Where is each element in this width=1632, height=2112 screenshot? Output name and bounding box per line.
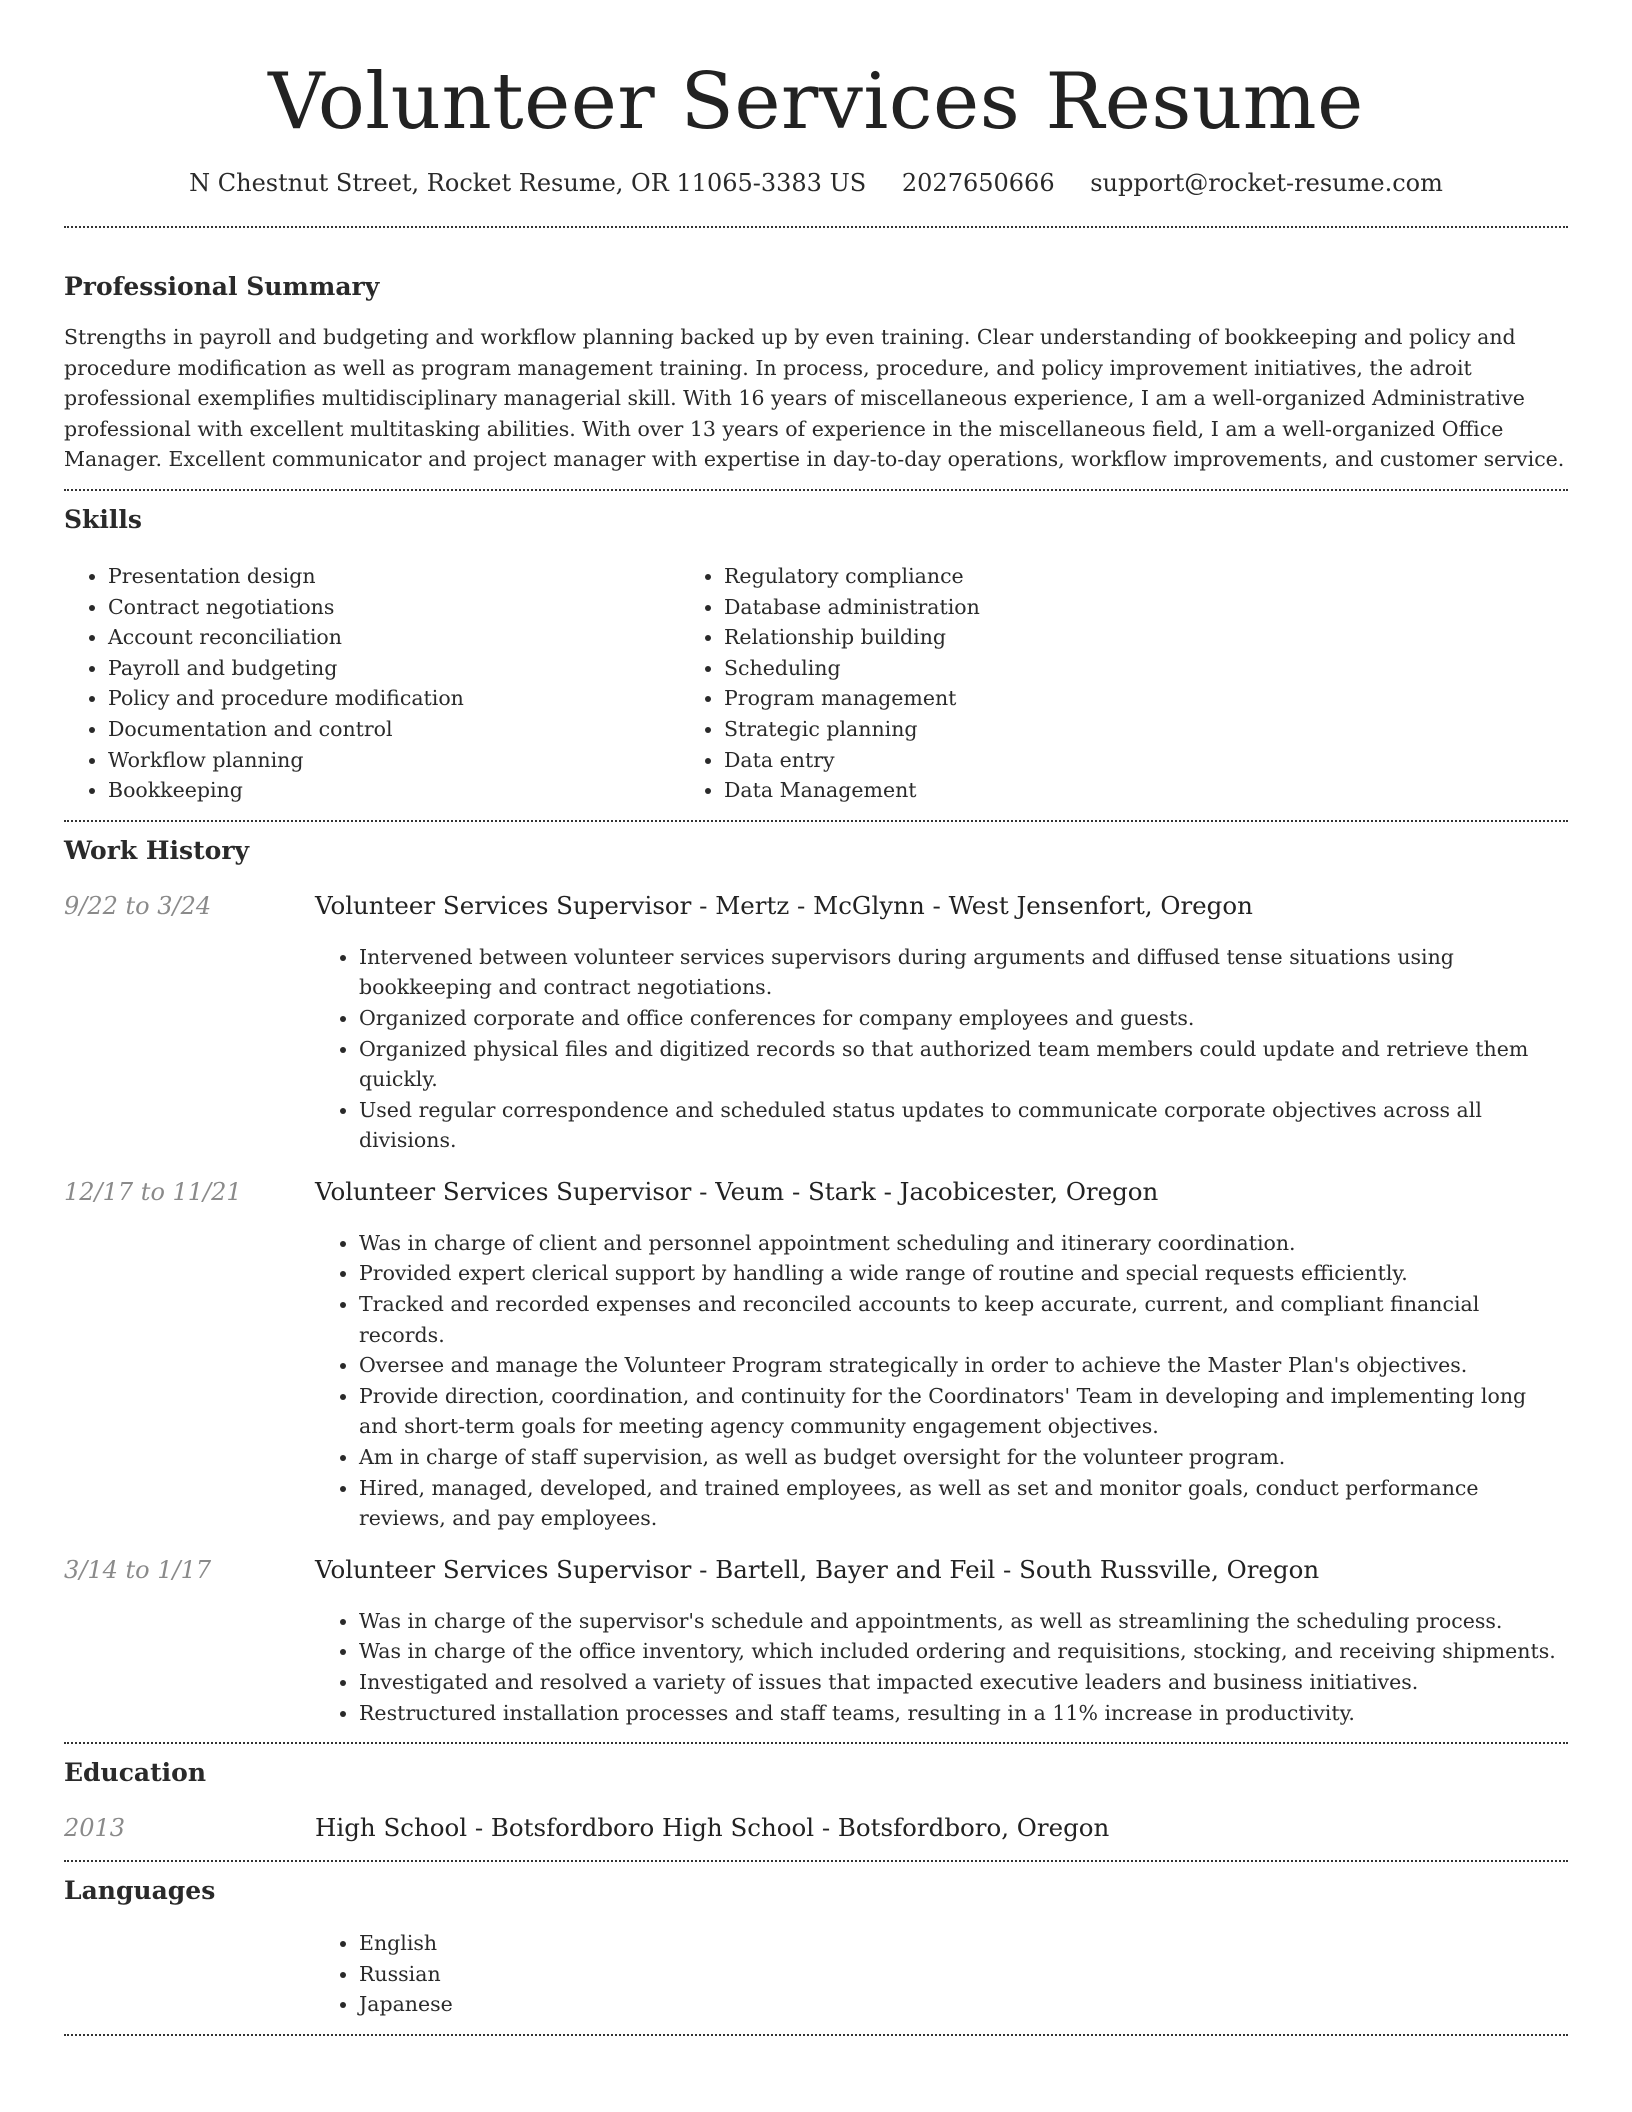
education-degree: High School bbox=[315, 1813, 468, 1843]
job-dates: 12/17 to 11/21 bbox=[64, 1177, 242, 1206]
job-bullet: • Investigated and resolved a variety of issues that impacted executive leaders and business initiatives. bbox=[359, 1667, 1568, 1698]
language-item: • Japanese bbox=[359, 1989, 1568, 2020]
education-title bbox=[315, 1810, 1109, 1846]
job-bullet: • Was in charge of the supervisor's schedule and appointments, as well as streamlining the scheduling process. bbox=[359, 1606, 1568, 1637]
job-bullet: • Hired, managed, developed, and trained employees, as well as set and monitor goals, conduct performance reviews, and pay employees. bbox=[359, 1473, 1568, 1534]
work-heading: Work History bbox=[64, 835, 250, 865]
language-item: • English bbox=[359, 1928, 1568, 1959]
skill-item: • Regulatory compliance bbox=[724, 561, 1284, 592]
job-body bbox=[315, 1552, 1568, 1742]
skills-section bbox=[64, 491, 1568, 806]
job-details: - Bartell, Bayer and Feil - South Russville, Oregon bbox=[691, 1554, 1320, 1584]
skill-item: • Workflow planning bbox=[108, 745, 680, 776]
job-entry bbox=[64, 888, 1568, 1156]
job-bullet: • Organized corporate and office conferences for company employees and guests. bbox=[359, 1003, 1568, 1034]
job-bullets bbox=[315, 1606, 1568, 1728]
job-entry bbox=[64, 1552, 1568, 1742]
job-bullet: • Am in charge of staff supervision, as well as budget oversight for the volunteer program. bbox=[359, 1442, 1568, 1473]
skill-item: • Presentation design bbox=[108, 561, 680, 592]
job-entry bbox=[64, 1174, 1568, 1534]
skill-item: • Documentation and control bbox=[108, 714, 680, 745]
job-role: Volunteer Services Supervisor bbox=[315, 1554, 692, 1584]
skill-item: • Data Management bbox=[724, 775, 1284, 806]
job-bullets bbox=[315, 942, 1568, 1156]
summary-text: Strengths in payroll and budgeting and workflow planning backed up by even training. Clear understanding of bookkeeping and policy and procedure modification as well as program management training. In process, procedure, and policy improvement initiatives, the adroit professional exemplifies multidisciplinary managerial skill. With 16 years of miscellaneous experience, I am a well-organized Administrative professional with excellent multitasking abilities. With over 13 years of experience in the miscellaneous field, I am a well-organized Office Manager. Excellent communicator and project manager with expertise in day-to-day operations, workflow improvements, and customer service. bbox=[64, 325, 1565, 472]
job-dates: 9/22 to 3/24 bbox=[64, 891, 212, 920]
divider bbox=[64, 2034, 1568, 2036]
job-body bbox=[315, 888, 1568, 1156]
education-details: - Botsfordboro High School - Botsfordboro, Oregon bbox=[467, 1813, 1110, 1843]
job-bullet: • Oversee and manage the Volunteer Program strategically in order to achieve the Master Plan's objectives. bbox=[359, 1350, 1568, 1381]
job-bullet: • Restructured installation processes and staff teams, resulting in a 11% increase in productivity. bbox=[359, 1698, 1568, 1729]
summary-heading: Professional Summary bbox=[64, 272, 380, 301]
skill-item: • Data entry bbox=[724, 745, 1284, 776]
education-section bbox=[64, 1744, 1568, 1846]
skill-item: • Bookkeeping bbox=[108, 775, 680, 806]
skill-item: • Relationship building bbox=[724, 622, 1284, 653]
job-title bbox=[315, 888, 1568, 924]
resume-title: Volunteer Services Resume bbox=[268, 57, 1364, 147]
job-title bbox=[315, 1552, 1568, 1588]
languages-section bbox=[64, 1862, 1568, 2020]
contact-phone: 2027650666 bbox=[901, 169, 1055, 197]
languages-list bbox=[315, 1928, 1568, 2020]
contact-address: N Chestnut Street, Rocket Resume, OR 11065-3383 US bbox=[189, 169, 867, 197]
education-heading: Education bbox=[64, 1758, 207, 1788]
skill-item: • Strategic planning bbox=[724, 714, 1284, 745]
skill-item: • Policy and procedure modification bbox=[108, 683, 680, 714]
skill-item: • Payroll and budgeting bbox=[108, 653, 680, 684]
job-body bbox=[315, 1174, 1568, 1534]
job-bullet: • Organized physical files and digitized records so that authorized team members could update and retrieve them quickly. bbox=[359, 1034, 1568, 1095]
skills-heading: Skills bbox=[64, 504, 142, 534]
job-list bbox=[64, 888, 1568, 1742]
job-dates: 3/14 to 1/17 bbox=[64, 1555, 212, 1584]
job-title bbox=[315, 1174, 1568, 1210]
contact-line bbox=[64, 166, 1568, 200]
job-role: Volunteer Services Supervisor bbox=[315, 1176, 692, 1206]
job-bullet: • Intervened between volunteer services supervisors during arguments and diffused tense situations using bookkeeping and contract negotiations. bbox=[359, 942, 1568, 1003]
skill-item: • Database administration bbox=[724, 592, 1284, 623]
summary-section bbox=[64, 228, 1568, 475]
job-bullet: • Tracked and recorded expenses and reconciled accounts to keep accurate, current, and compliant financial records. bbox=[359, 1289, 1568, 1350]
job-bullets bbox=[315, 1228, 1568, 1534]
job-bullet: • Provide direction, coordination, and continuity for the Coordinators' Team in developing and implementing long and short-term goals for meeting agency community engagement objectives. bbox=[359, 1381, 1568, 1442]
job-bullet: • Was in charge of the office inventory, which included ordering and requisitions, stocking, and receiving shipments. bbox=[359, 1636, 1568, 1667]
skill-item: • Scheduling bbox=[724, 653, 1284, 684]
work-section bbox=[64, 822, 1568, 1742]
job-role: Volunteer Services Supervisor bbox=[315, 890, 692, 920]
skill-item: • Program management bbox=[724, 683, 1284, 714]
skill-item: • Account reconciliation bbox=[108, 622, 680, 653]
job-bullet: • Provided expert clerical support by handling a wide range of routine and special requests efficiently. bbox=[359, 1258, 1568, 1289]
job-details: - Mertz - McGlynn - West Jensenfort, Oregon bbox=[691, 890, 1253, 920]
job-bullet: • Was in charge of client and personnel appointment scheduling and itinerary coordination. bbox=[359, 1228, 1568, 1259]
resume-page bbox=[64, 0, 1568, 2036]
skills-list-right bbox=[680, 561, 1284, 806]
skills-grid bbox=[64, 561, 1568, 806]
education-entry bbox=[64, 1810, 1568, 1846]
skill-item: • Contract negotiations bbox=[108, 592, 680, 623]
language-item: • Russian bbox=[359, 1959, 1568, 1990]
education-year: 2013 bbox=[64, 1814, 126, 1843]
contact-email: support@rocket-resume.com bbox=[1090, 169, 1443, 197]
languages-heading: Languages bbox=[64, 1876, 216, 1906]
job-details: - Veum - Stark - Jacobicester, Oregon bbox=[691, 1176, 1159, 1206]
skills-list-left bbox=[64, 561, 680, 806]
job-bullet: • Used regular correspondence and scheduled status updates to communicate corporate objectives across all divisions. bbox=[359, 1095, 1568, 1156]
